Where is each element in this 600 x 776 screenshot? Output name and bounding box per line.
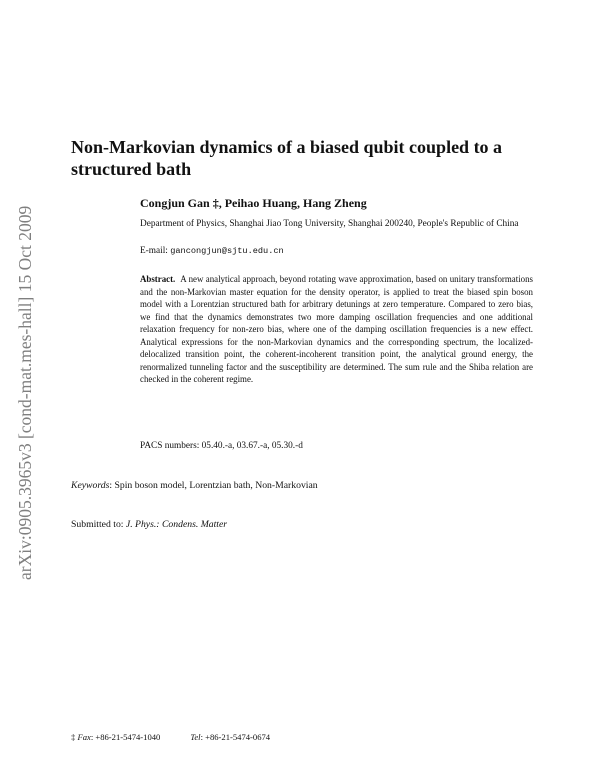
arxiv-identifier: arXiv:0905.3965v3 [cond-mat.mes-hall] 15 Oct 2009	[15, 205, 35, 580]
submitted-label: Submitted to:	[71, 519, 126, 530]
email-label: E-mail:	[140, 246, 171, 256]
abstract-label: Abstract.	[140, 274, 176, 284]
email-address[interactable]: gancongjun@sjtu.edu.cn	[170, 246, 284, 256]
affiliation: Department of Physics, Shanghai Jiao Tong University, Shanghai 200240, People's Republic of China	[140, 219, 519, 229]
fax-number: : +86-21-5474-1040	[90, 732, 161, 742]
paper-title: Non-Markovian dynamics of a biased qubit coupled to a structured bath	[71, 137, 503, 179]
keywords-text: : Spin boson model, Lorentzian bath, Non-Markovian	[109, 480, 318, 491]
keywords-line	[71, 480, 318, 491]
tel-label: Tel	[190, 732, 201, 742]
abstract-text: A new analytical approach, beyond rotating wave approximation, based on unitary transformations and the non-Markovian master equation for the density operator, is applied to treat the biased spin boson model with a Lorentzian structured bath for arbitrary detunings at zero temperature. Compared to zero bias, we find that the dynamics demonstrates two more damping oscillation frequencies and one additional relaxation frequency for non-zero bias, where one of the damping oscillation frequencies is a new effect. Analytical expressions for the non-Markovian dynamics and the corresponding spectrum, the localized-delocalized transition point, the coherent-incoherent transition point, the analytical ground energy, the renormalized tunneling factor and the susceptibility are determined. The sum rule and the Shiba relation are checked in the coherent regime.	[140, 274, 533, 385]
footnote-mark: ‡	[71, 732, 78, 742]
journal-name: J. Phys.: Condens. Matter	[125, 519, 228, 530]
email-line	[140, 246, 284, 256]
abstract	[140, 273, 533, 386]
fax-label: Fax	[77, 732, 91, 742]
author-list: Congjun Gan ‡, Peihao Huang, Hang Zheng	[140, 196, 367, 210]
submission-line	[71, 519, 227, 530]
pacs-numbers: PACS numbers: 05.40.-a, 03.67.-a, 05.30.-d	[140, 441, 303, 451]
keywords-label: Keywords	[71, 480, 110, 491]
contact-footnote	[71, 732, 270, 742]
tel-number: : +86-21-5474-0674	[200, 732, 271, 742]
